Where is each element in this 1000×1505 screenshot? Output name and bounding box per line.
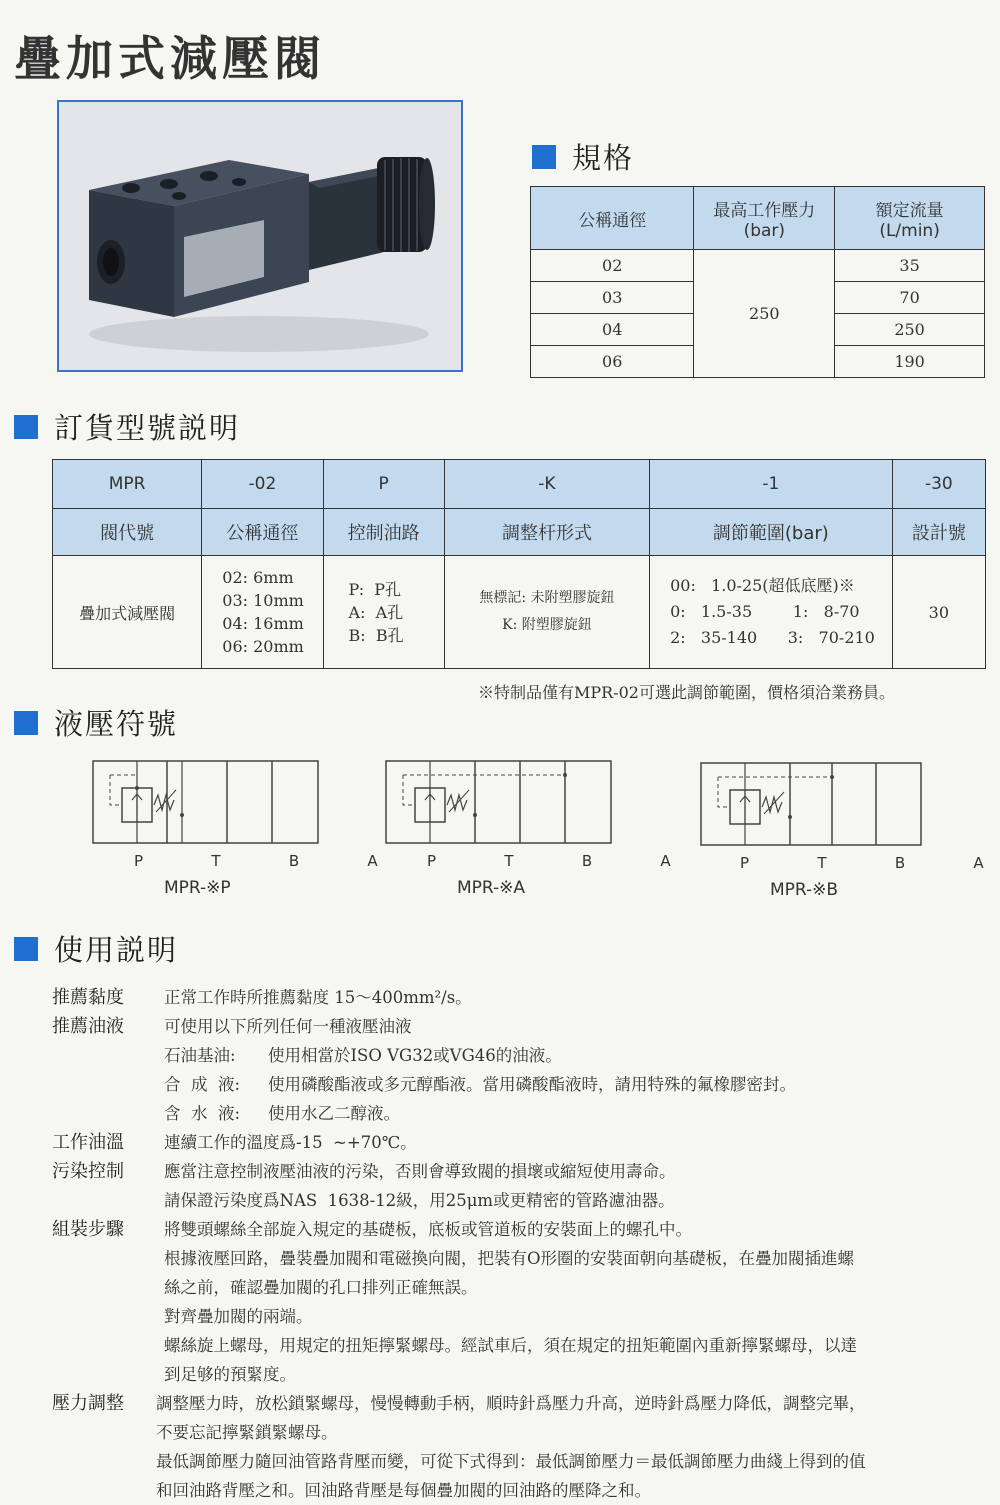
size-option: 03: 10mm [222,591,304,610]
spec-pressure-cell: 250 [694,250,835,378]
adjust-option: 無標記: 未附塑膠旋鈕 [479,590,615,606]
order-code-table [52,459,986,669]
size-option: 04: 16mm [222,614,304,633]
symbol-diagram [385,760,615,850]
port-labels: P T B A [740,854,984,872]
design-number-cell: 30 [892,556,985,669]
symbol-diagram [700,762,930,852]
section-marker [14,711,38,735]
path-option: P: P孔 [348,579,402,599]
spec-size-cell: 04 [531,314,694,346]
code-cell: -30 [892,460,985,509]
path-options-cell [323,556,444,669]
oil-type: 石油基油: 使用相當於ISO VG32或VG46的油液。 [164,1046,562,1065]
symbol-section-heading: 液壓符號 [14,702,178,743]
code-cell: MPR [53,460,202,509]
page-title: 疊加式減壓閥 [14,32,326,87]
spec-flow-cell: 35 [835,250,985,282]
hydraulic-symbol-p [92,760,378,900]
range-option: 0: 1.5-35 1: 8-70 [670,602,860,621]
valve-image [59,102,461,370]
usage-contamination: 污染控制 應當注意控制液壓油液的污染，否則會導致閥的損壞或縮短使用壽命。 請保證污染度爲NAS 1638-12級，用25μm或更精密的管路濾油器。 [52,1161,676,1210]
name-cell: 公稱通徑 [202,509,323,556]
spec-flow-cell: 250 [835,314,985,346]
name-cell: 調節範圍(bar) [650,509,893,556]
usage-oil: 推薦油液 可使用以下所列任何一種液壓油液 石油基油: 使用相當於ISO VG32或VG46的油液。 合 成 液: 使用磷酸酯液或多元醇酯液。當用磷酸酯液時，請用特殊的氟橡膠密封。 含 水 液: 使用水乙二醇液。 [52,1012,992,1128]
port-labels: P T B A [134,852,378,870]
section-marker [14,937,38,961]
order-note: ※特制品僅有MPR-02可選此調節範圍，價格須洽業務員。 [478,683,895,702]
section-marker [532,145,556,169]
range-option: 00: 1.0-25(超低底壓)※ [670,576,855,595]
usage-viscosity: 推薦黏度 正常工作時所推薦黏度 15～400mm²/s。 [52,987,472,1008]
size-options-cell [202,556,323,669]
symbol-caption: MPR-※B [770,880,839,900]
usage-assembly: 組裝步驟 將雙頭螺絲全部旋入規定的基礎板，底板或管道板的安裝面上的螺孔中。 根據液壓回路，疊裝疊加閥和電磁換向閥，把裝有O形圈的安裝面朝向基礎板，在疊加閥插進螺 絲之前，確認疊加閥的孔口排列正確無誤。 對齊疊加閥的兩端。 螺絲旋上螺母，用規定的扭矩擰緊螺母。經試車后，須在規定的扭矩範圍內重新擰緊螺母，以達 到足够的預緊度。 [52,1219,857,1384]
spec-section-heading: 規格 [532,136,634,177]
usage-pressure-adjustment: 壓力調整 調整壓力時，放松鎖緊螺母，慢慢轉動手柄，順時針爲壓力升高，逆時針爲壓力降低，調整完畢， 不要忘記擰緊鎖緊螺母。 最低調節壓力隨回油管路背壓而變，可從下式得到：最低調節壓力＝最低調節壓力曲綫上得到的值 和回油路背壓之和。回油路背壓是每個疊加閥的回油路的壓降之和。 [52,1393,866,1500]
usage-section-heading: 使用説明 [14,928,178,969]
valve-name-cell: 疊加式減壓閥 [53,556,202,669]
path-option: A: A孔 [348,602,404,622]
spec-flow-cell: 190 [835,346,985,378]
port-labels: P T B A [427,852,671,870]
name-cell: 閥代號 [53,509,202,556]
oil-type: 合 成 液: 使用磷酸酯液或多元醇酯液。當用磷酸酯液時，請用特殊的氟橡膠密封。 [164,1075,796,1094]
spec-header-flow: 額定流量 (L/min) [835,187,985,250]
code-cell: -02 [202,460,323,509]
range-option: 2: 35-140 3: 70-210 [670,628,875,647]
spec-header-pressure: 最高工作壓力 (bar) [694,187,835,250]
code-cell: -1 [650,460,893,509]
code-cell: -K [444,460,649,509]
symbol-caption: MPR-※A [457,878,526,898]
oil-type: 含 水 液: 使用水乙二醇液。 [164,1104,400,1123]
spec-header-size: 公稱通徑 [531,187,694,250]
spec-flow-cell: 70 [835,282,985,314]
name-cell: 設計號 [892,509,985,556]
adjust-options-cell [444,556,649,669]
product-photo [57,100,463,372]
spec-size-cell: 02 [531,250,694,282]
code-cell: P [323,460,444,509]
symbol-caption: MPR-※P [164,878,231,898]
usage-temperature: 工作油溫 連續工作的溫度爲-15 ~+70℃。 [52,1132,417,1153]
section-marker [14,415,38,439]
size-option: 06: 20mm [222,637,304,656]
spec-size-cell: 06 [531,346,694,378]
name-cell: 調整杆形式 [444,509,649,556]
symbol-diagram [92,760,322,850]
range-options-cell [650,556,893,669]
usage-instructions [52,983,992,1505]
spec-size-cell: 03 [531,282,694,314]
adjust-option: K: 附塑膠旋鈕 [502,617,592,633]
spec-table [530,186,985,378]
hydraulic-symbol-b [700,762,984,902]
path-option: B: B孔 [348,625,404,645]
hydraulic-symbol-a [385,760,671,900]
order-section-heading: 訂貨型號説明 [14,406,240,447]
name-cell: 控制油路 [323,509,444,556]
size-option: 02: 6mm [222,568,294,587]
